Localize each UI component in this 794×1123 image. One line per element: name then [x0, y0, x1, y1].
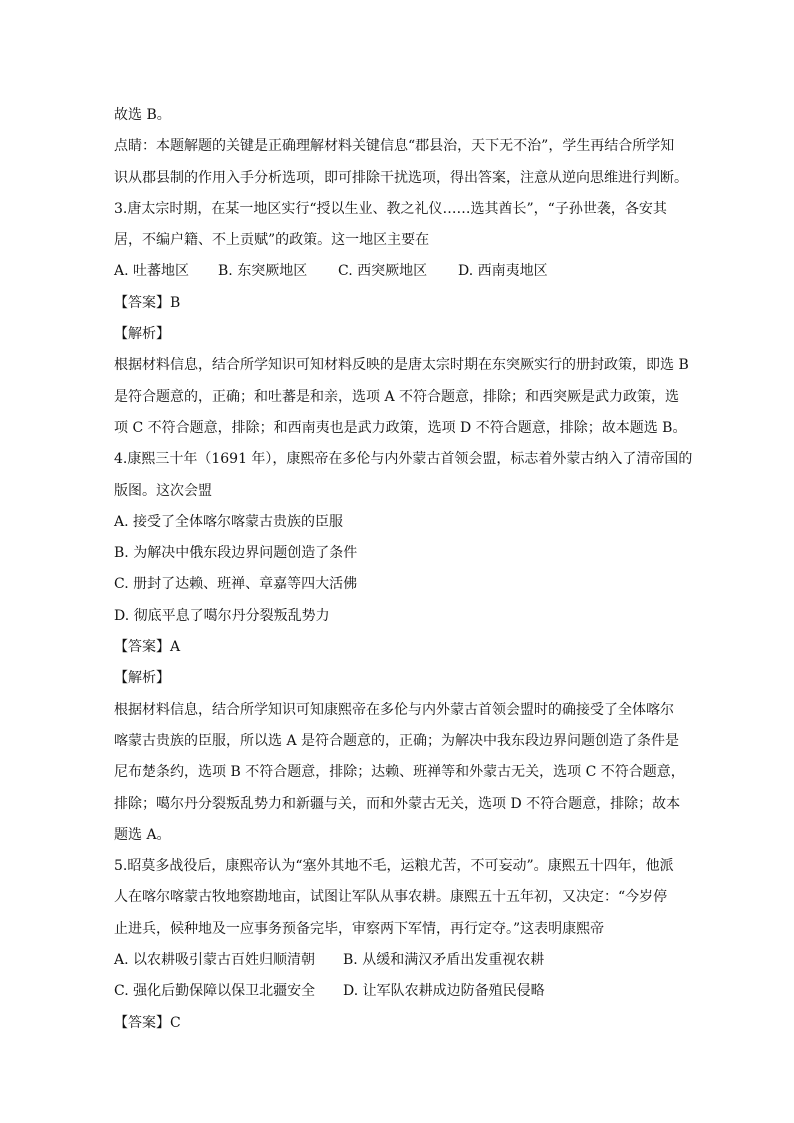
option-c: C. 西突厥地区	[338, 263, 428, 280]
question-5-stem: 人在喀尔喀蒙古牧地察勘地亩，试图让军队从事农耕。康熙五十五年初，又决定：“今岁停	[114, 889, 668, 906]
analysis-text: 是符合题意的，正确；和吐蕃是和亲，选项 A 不符合题意，排除；和西突厥是武力政策，选	[114, 388, 680, 405]
option-c: C. 册封了达赖、班禅、章嘉等四大活佛	[114, 576, 358, 593]
question-5-stem: 止进兵，候种地及一应事务预备完毕，审察两下军情，再行定夺。”这表明康熙帝	[114, 920, 605, 937]
answer-label: 【答案】C	[114, 1014, 181, 1031]
option-b: B. 为解决中俄东段边界问题创造了条件	[114, 545, 358, 562]
analysis-text: 排除；噶尔丹分裂叛乱势力和新疆与关，而和外蒙古无关，选项 D 不符合题意，排除；故本	[114, 795, 681, 812]
question-4-stem: 4.康熙三十年（1691 年），康熙帝在多伦与内外蒙古首领会盟，标志着外蒙古纳入了清帝国的	[114, 451, 693, 468]
option-a: A. 接受了全体喀尔喀蒙古贵族的臣服	[114, 513, 344, 530]
option-c: C. 强化后勤保障以保卫北疆安全	[114, 983, 316, 1000]
option-b: B. 从缓和满汉矛盾出发重视农耕	[343, 952, 545, 969]
answer-label: 【答案】A	[114, 639, 181, 656]
question-4-stem: 版图。这次会盟	[114, 482, 212, 499]
option-d: D. 让军队农耕成边防备殖民侵略	[343, 983, 545, 1000]
question-5-stem: 5.昭莫多战役后，康熙帝认为“塞外其地不毛，运粮尤苦，不可妄动”。康熙五十四年，他派	[114, 858, 674, 875]
option-d: D. 彻底平息了噶尔丹分裂叛乱势力	[114, 607, 330, 624]
analysis-text: 喀蒙古贵族的臣服，所以选 A 是符合题意的，正确；为解决中我东段边界问题创造了条件是	[114, 732, 680, 749]
analysis-label: 【解析】	[114, 670, 170, 687]
option-a: A. 以农耕吸引蒙古百姓归顺清朝	[114, 952, 316, 969]
analysis-label: 【解析】	[114, 326, 170, 343]
text-line: 故选 B。	[114, 107, 171, 123]
document-page	[114, 100, 693, 1039]
question-5-options-row	[114, 945, 682, 976]
option-b: B. 东突厥地区	[218, 263, 308, 280]
question-5-options-row	[114, 976, 682, 1007]
analysis-text: 项 C 不符合题意，排除；和西南夷也是武力政策，选项 D 不符合题意，排除；故本题选 B。	[114, 419, 687, 436]
analysis-text: 根据材料信息，结合所学知识可知材料反映的是唐太宗时期在东突厥实行的册封政策，即选 B	[114, 357, 689, 374]
option-a: A. 吐蕃地区	[114, 263, 190, 280]
analysis-text: 根据材料信息，结合所学知识可知康熙帝在多伦与内外蒙古首领会盟时的确接受了全体喀尔	[114, 701, 674, 718]
option-d: D. 西南夷地区	[458, 263, 548, 280]
text-line: 点睛：本题解题的关键是正确理解材料关键信息“郡县治，天下无不治”，学生再结合所学知	[114, 138, 675, 155]
question-3-options	[114, 256, 682, 287]
analysis-text: 尼布楚条约，选项 B 不符合题意，排除；达赖、班禅等和外蒙古无关，选项 C 不符合题意，	[114, 764, 685, 781]
question-3-stem: 居，不编户籍、不上贡赋”的政策。这一地区主要在	[114, 232, 430, 249]
text-line: 识从郡县制的作用入手分析选项，即可排除干扰选项，得出答案，注意从逆向思维进行判断。	[114, 169, 688, 186]
question-3-stem: 3.唐太宗时期，在某一地区实行“授以生业、教之礼仪……选其酋长”，“子孙世袭，各安其	[114, 200, 667, 217]
answer-label: 【答案】B	[114, 294, 181, 311]
analysis-text: 题选 A。	[114, 826, 171, 843]
